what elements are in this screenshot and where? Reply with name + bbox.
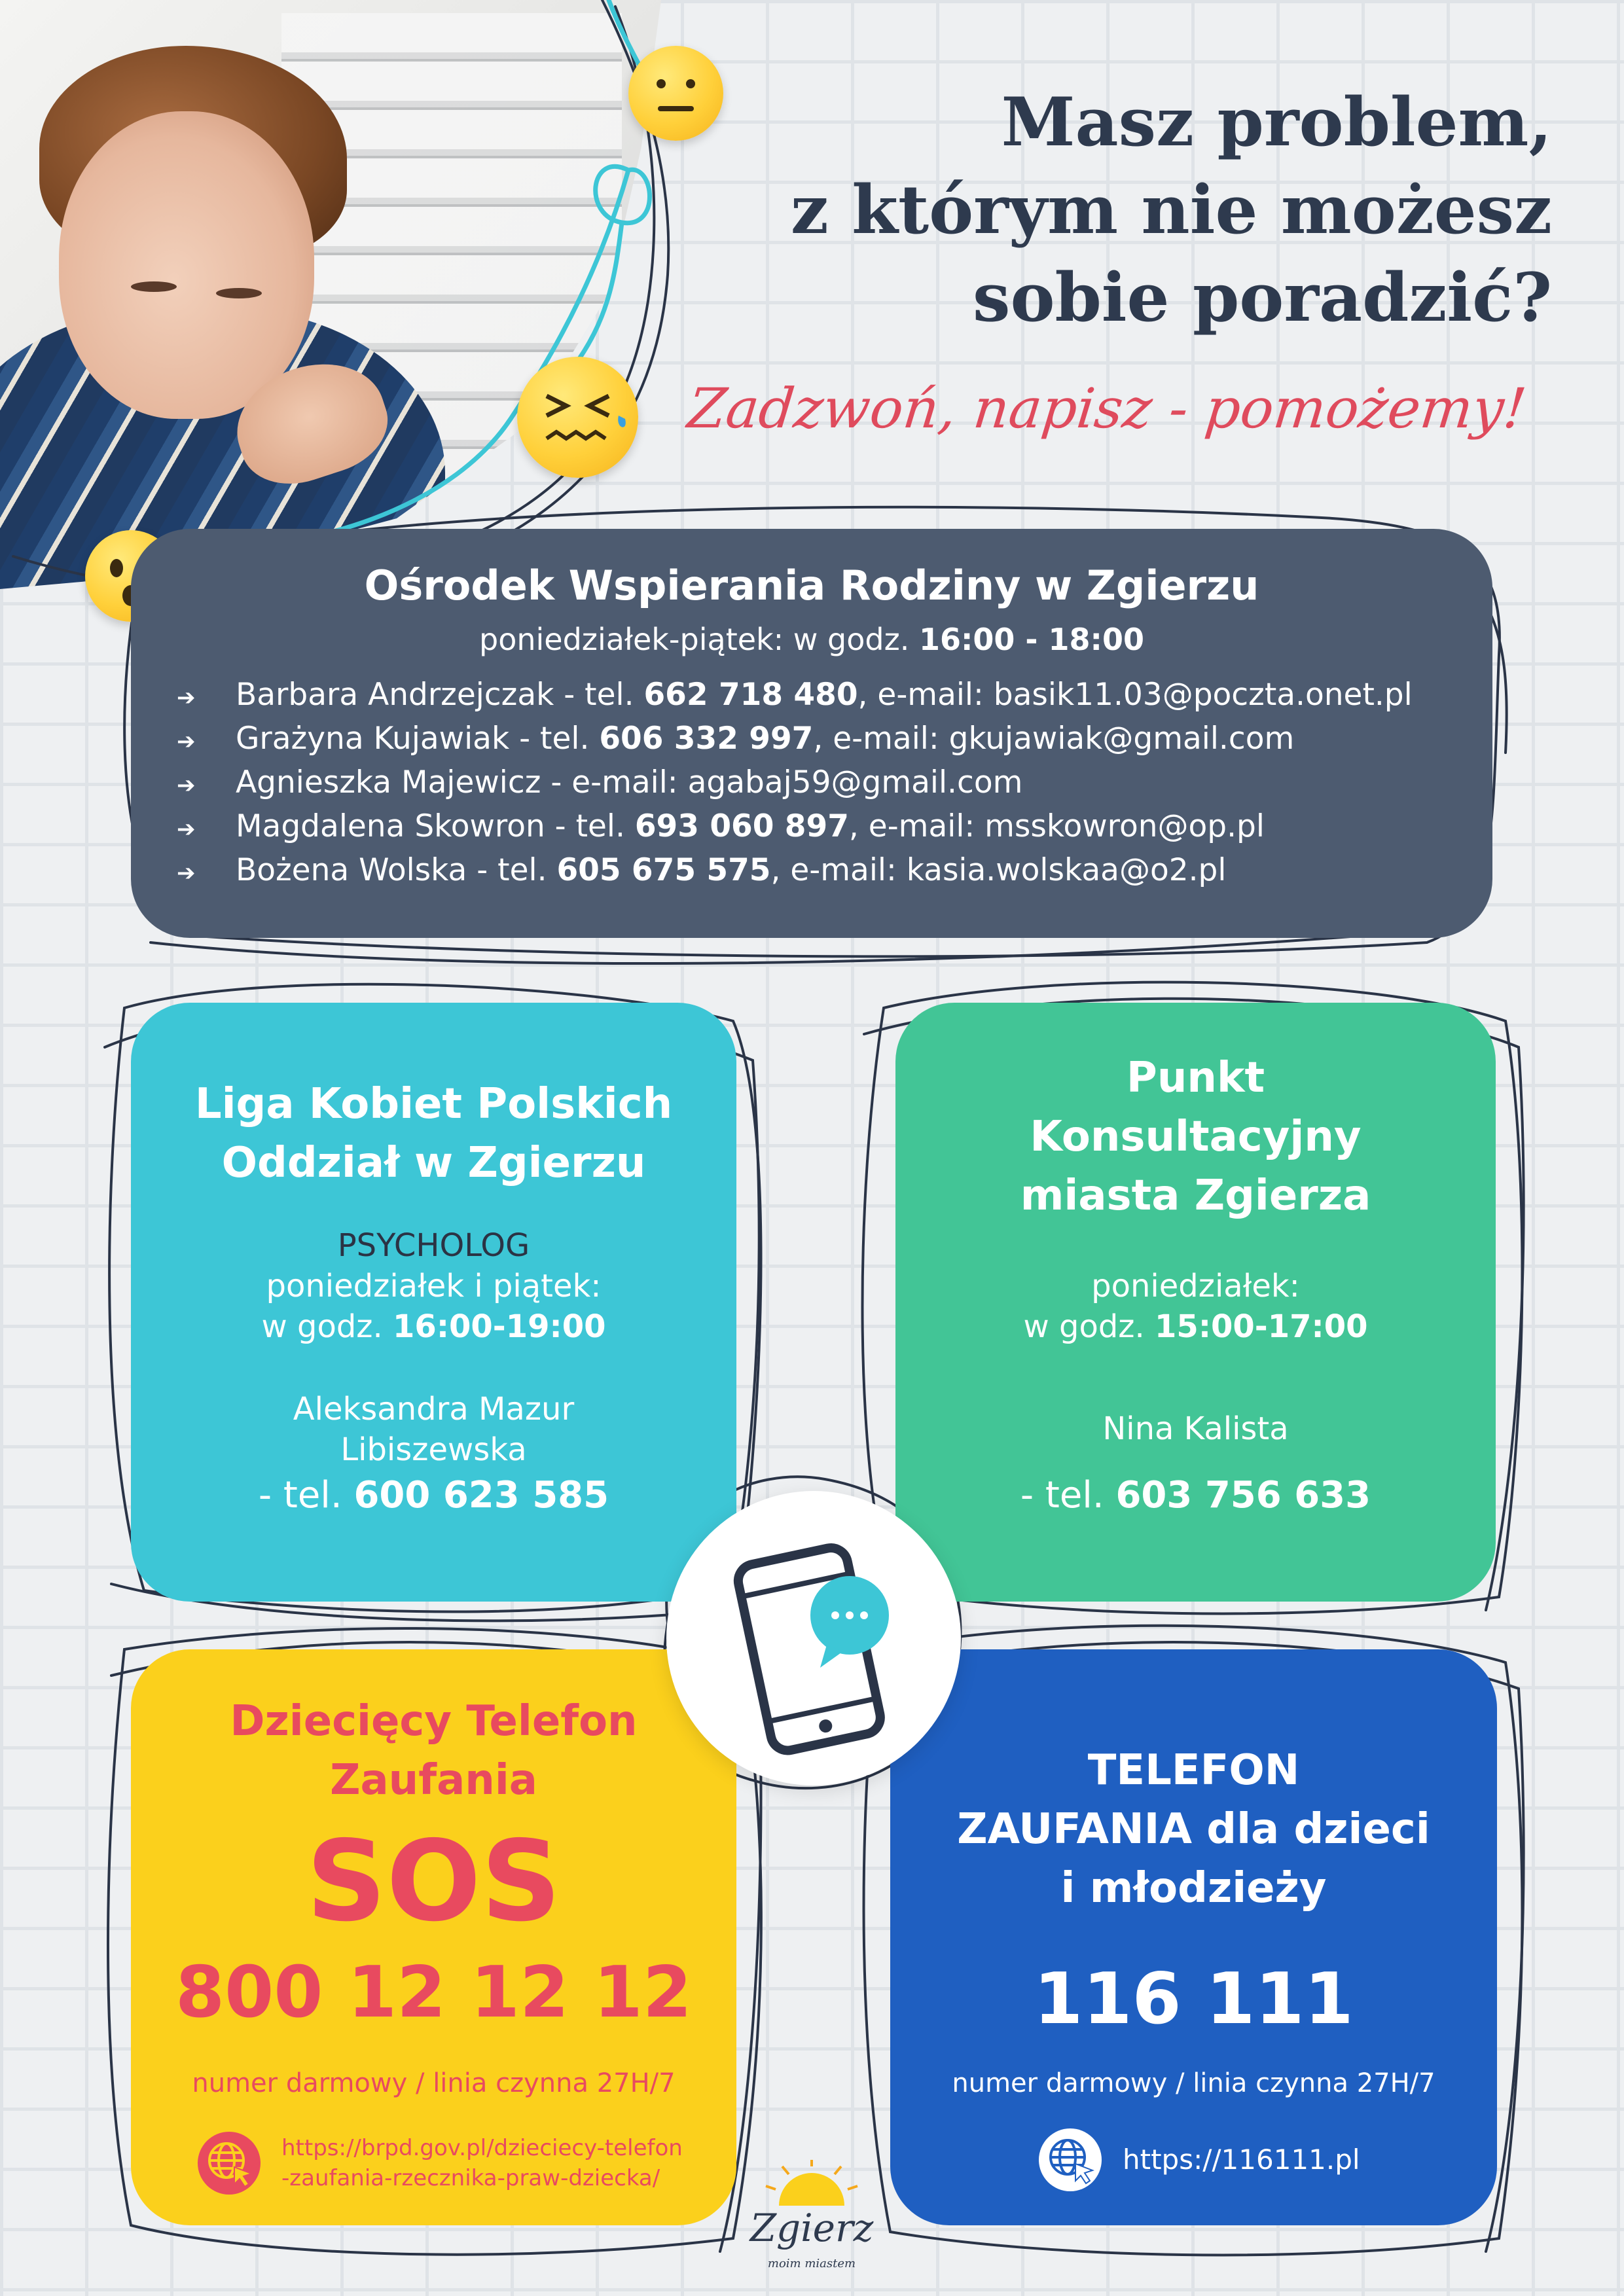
logo-wordmark: Zgierz [749,2206,874,2250]
email: , e-mail: kasia.wolskaa@o2.pl [770,852,1227,888]
phone-number: 662 718 480 [643,677,858,713]
arrow-icon: ➔ [177,728,196,755]
contact-item: ➔ Grażyna Kujawiak - tel. 606 332 997, e-mail: gkujawiak@gmail.com [177,717,1413,761]
arrow-icon: ➔ [177,860,196,886]
logo-subtitle: moim miastem [767,2257,856,2270]
days: poniedziałek i piątek: [266,1268,602,1304]
email: , e-mail: basik11.03@poczta.onet.pl [857,677,1413,713]
box-title: Dziecięcy Telefon Zaufania [230,1697,638,1804]
globe-cursor-icon [1038,2127,1103,2193]
free-number-note: numer darmowy / linia czynna 27H/7 [952,2068,1435,2098]
office-hours: w godz. 15:00-17:00 [1023,1308,1368,1345]
helpline-number: 800 12 12 12 [175,1952,693,2034]
family-support-center-box [131,529,1492,938]
arrow-icon: ➔ [177,816,196,842]
phone-number: 605 675 575 [556,852,771,888]
email: , e-mail: gkujawiak@gmail.com [813,721,1295,757]
phone-number: 606 332 997 [599,721,814,757]
arrow-icon: ➔ [177,772,196,798]
contact-item: ➔ Magdalena Skowron - tel. 693 060 897, e-mail: msskowron@op.pl [177,804,1413,848]
days: poniedziałek: [1091,1268,1300,1304]
box-title: TELEFON ZAUFANIA dla dzieci i młodzieży [957,1746,1430,1912]
office-hours: w godz. 16:00-19:00 [261,1308,606,1345]
headline-line-2: z którym nie możesz [790,171,1552,249]
children-helpline-sos-box [131,1649,736,2225]
box-title: Punkt Konsultacyjny miasta Zgierza [1020,1054,1371,1220]
tagline: Zadzwoń, napisz - pomożemy! [685,376,1530,440]
sos-label: SOS [306,1817,562,1946]
boy-photo [0,0,661,589]
phone-line: - tel. 603 756 633 [1020,1474,1371,1516]
helpline-number: 116 111 [1034,1958,1354,2040]
contact-name: Nina Kalista [1102,1410,1289,1447]
phone-chat-icon [666,1491,961,1785]
contact-item: ➔ Bożena Wolska - tel. 605 675 575, e-mail: kasia.wolskaa@o2.pl [177,848,1413,892]
website-link[interactable]: https://brpd.gov.pl/dzieciecy-telefon -zaufania-rzecznika-praw-dziecka/ [196,2130,683,2196]
headline-line-3: sobie poradzić? [973,259,1552,337]
headline-line-1: Masz problem, [1001,83,1552,162]
phone-number: 693 060 897 [634,808,849,844]
phone-line: - tel. 600 623 585 [258,1474,609,1516]
main-headline [636,79,1552,342]
free-number-note: numer darmowy / linia czynna 27H/7 [192,2068,676,2098]
contact-name: Aleksandra Mazur Libiszewska [293,1391,575,1468]
website-link[interactable]: https://116111.pl [1038,2127,1360,2193]
globe-cursor-icon [196,2130,262,2196]
arrow-icon: ➔ [177,685,196,711]
box-title: Ośrodek Wspierania Rodziny w Zgierzu [364,562,1259,609]
contact-list [177,673,1413,892]
box-title: Liga Kobiet Polskich Oddział w Zgierzu [194,1080,673,1187]
phone-number: 600 623 585 [353,1474,609,1516]
contact-item: ➔ Agnieszka Majewicz - e-mail: agabaj59@gmail.com [177,761,1413,804]
role-label: PSYCHOLOG [337,1227,530,1264]
office-hours: poniedziałek-piątek: w godz. 16:00 - 18:00 [479,622,1144,657]
consultation-point-box [895,1003,1496,1602]
phone-number: 603 756 633 [1115,1474,1371,1516]
youth-helpline-box [890,1649,1497,2225]
email: , e-mail: msskowron@op.pl [848,808,1265,844]
polish-women-league-box [131,1003,736,1602]
zgierz-logo [740,2153,884,2284]
contact-item: ➔ Barbara Andrzejczak - tel. 662 718 480, e-mail: basik11.03@poczta.onet.pl [177,673,1413,717]
